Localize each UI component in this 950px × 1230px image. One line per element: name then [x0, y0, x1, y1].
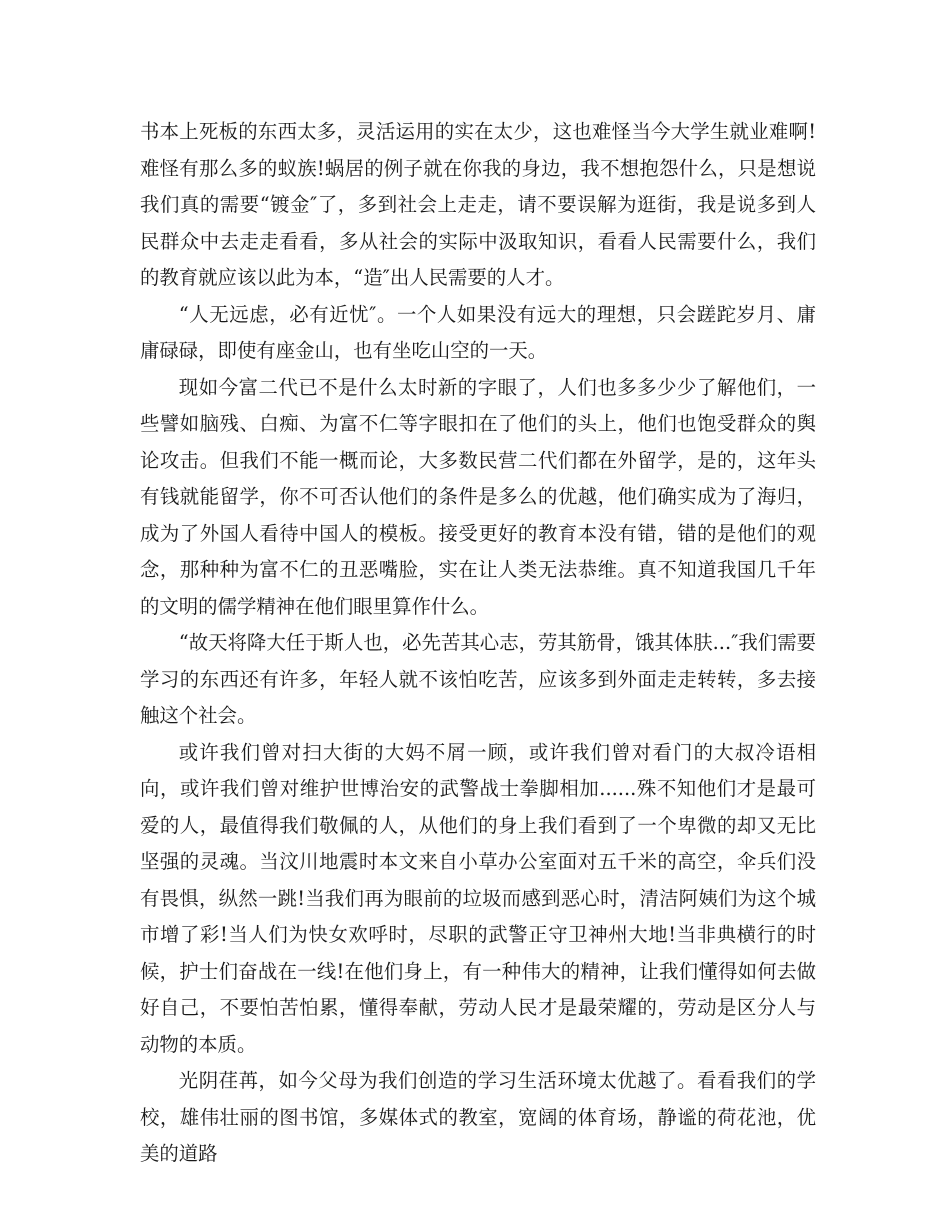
paragraph-1: 书本上死板的东西太多，灵活运用的实在太少，这也难怪当今大学生就业难啊!难怪有那么多的蚁族!蜗居的例子就在你我的身边，我不想抱怨什么，只是想说我们真的需要“镀金″了，多到社会上走走，请不要误解为逛街，我是说多到人民群众中去走走看看，多从社会的实际中汲取知识，看看人民需要什么，我们的教育就应该以此为本，“造″出人民需要的人才。: [140, 120, 816, 289]
paragraph-2: “人无远虑，必有近忧″。一个人如果没有远大的理想，只会蹉跎岁月、庸庸碌碌，即使有座金山，也有坐吃山空的一天。: [140, 302, 816, 362]
paragraph-6: 光阴荏苒，如今父母为我们创造的学习生活环境太优越了。看看我们的学校，雄伟壮丽的图书馆，多媒体式的教室，宽阔的体育场，静谧的荷花池，优美的道路: [140, 1069, 816, 1165]
paragraph-4: “故天将降大任于斯人也，必先苦其心志，劳其筋骨，饿其体肤...″我们需要学习的东西还有许多，年轻人就不该怕吃苦，应该多到外面走走转转，多去接触这个社会。: [140, 631, 816, 727]
paragraph-3: 现如今富二代已不是什么太时新的字眼了，人们也多多少少了解他们，一些譬如脑残、白痴、为富不仁等字眼扣在了他们的头上，他们也饱受群众的舆论攻击。但我们不能一概而论，大多数民营二代们都在外留学，是的，这年头有钱就能留学，你不可否认他们的条件是多么的优越，他们确实成为了海归，成为了外国人看待中国人的模板。接受更好的教育本没有错，错的是他们的观念，那种种为富不仁的丑恶嘴脸，实在让人类无法恭维。真不知道我国几千年的文明的儒学精神在他们眼里算作什么。: [140, 375, 816, 618]
document-page: [140, 114, 816, 1173]
paragraph-5: 或许我们曾对扫大街的大妈不屑一顾，或许我们曾对看门的大叔冷语相向，或许我们曾对维护世博治安的武警战士拳脚相加......殊不知他们才是最可爱的人，最值得我们敬佩的人，从他们的身上我们看到了一个卑微的却又无比坚强的灵魂。当汶川地震时本文来自小草办公室面对五千米的高空，伞兵们没有畏惧，纵然一跳!当我们再为眼前的垃圾而感到恶心时，清洁阿姨们为这个城市增了彩!当人们为快女欢呼时，尽职的武警正守卫神州大地!当非典横行的时候，护士们奋战在一线!在他们身上，有一种伟大的精神，让我们懂得如何去做好自己，不要怕苦怕累，懂得奉献，劳动人民才是最荣耀的，劳动是区分人与动物的本质。: [140, 740, 816, 1056]
